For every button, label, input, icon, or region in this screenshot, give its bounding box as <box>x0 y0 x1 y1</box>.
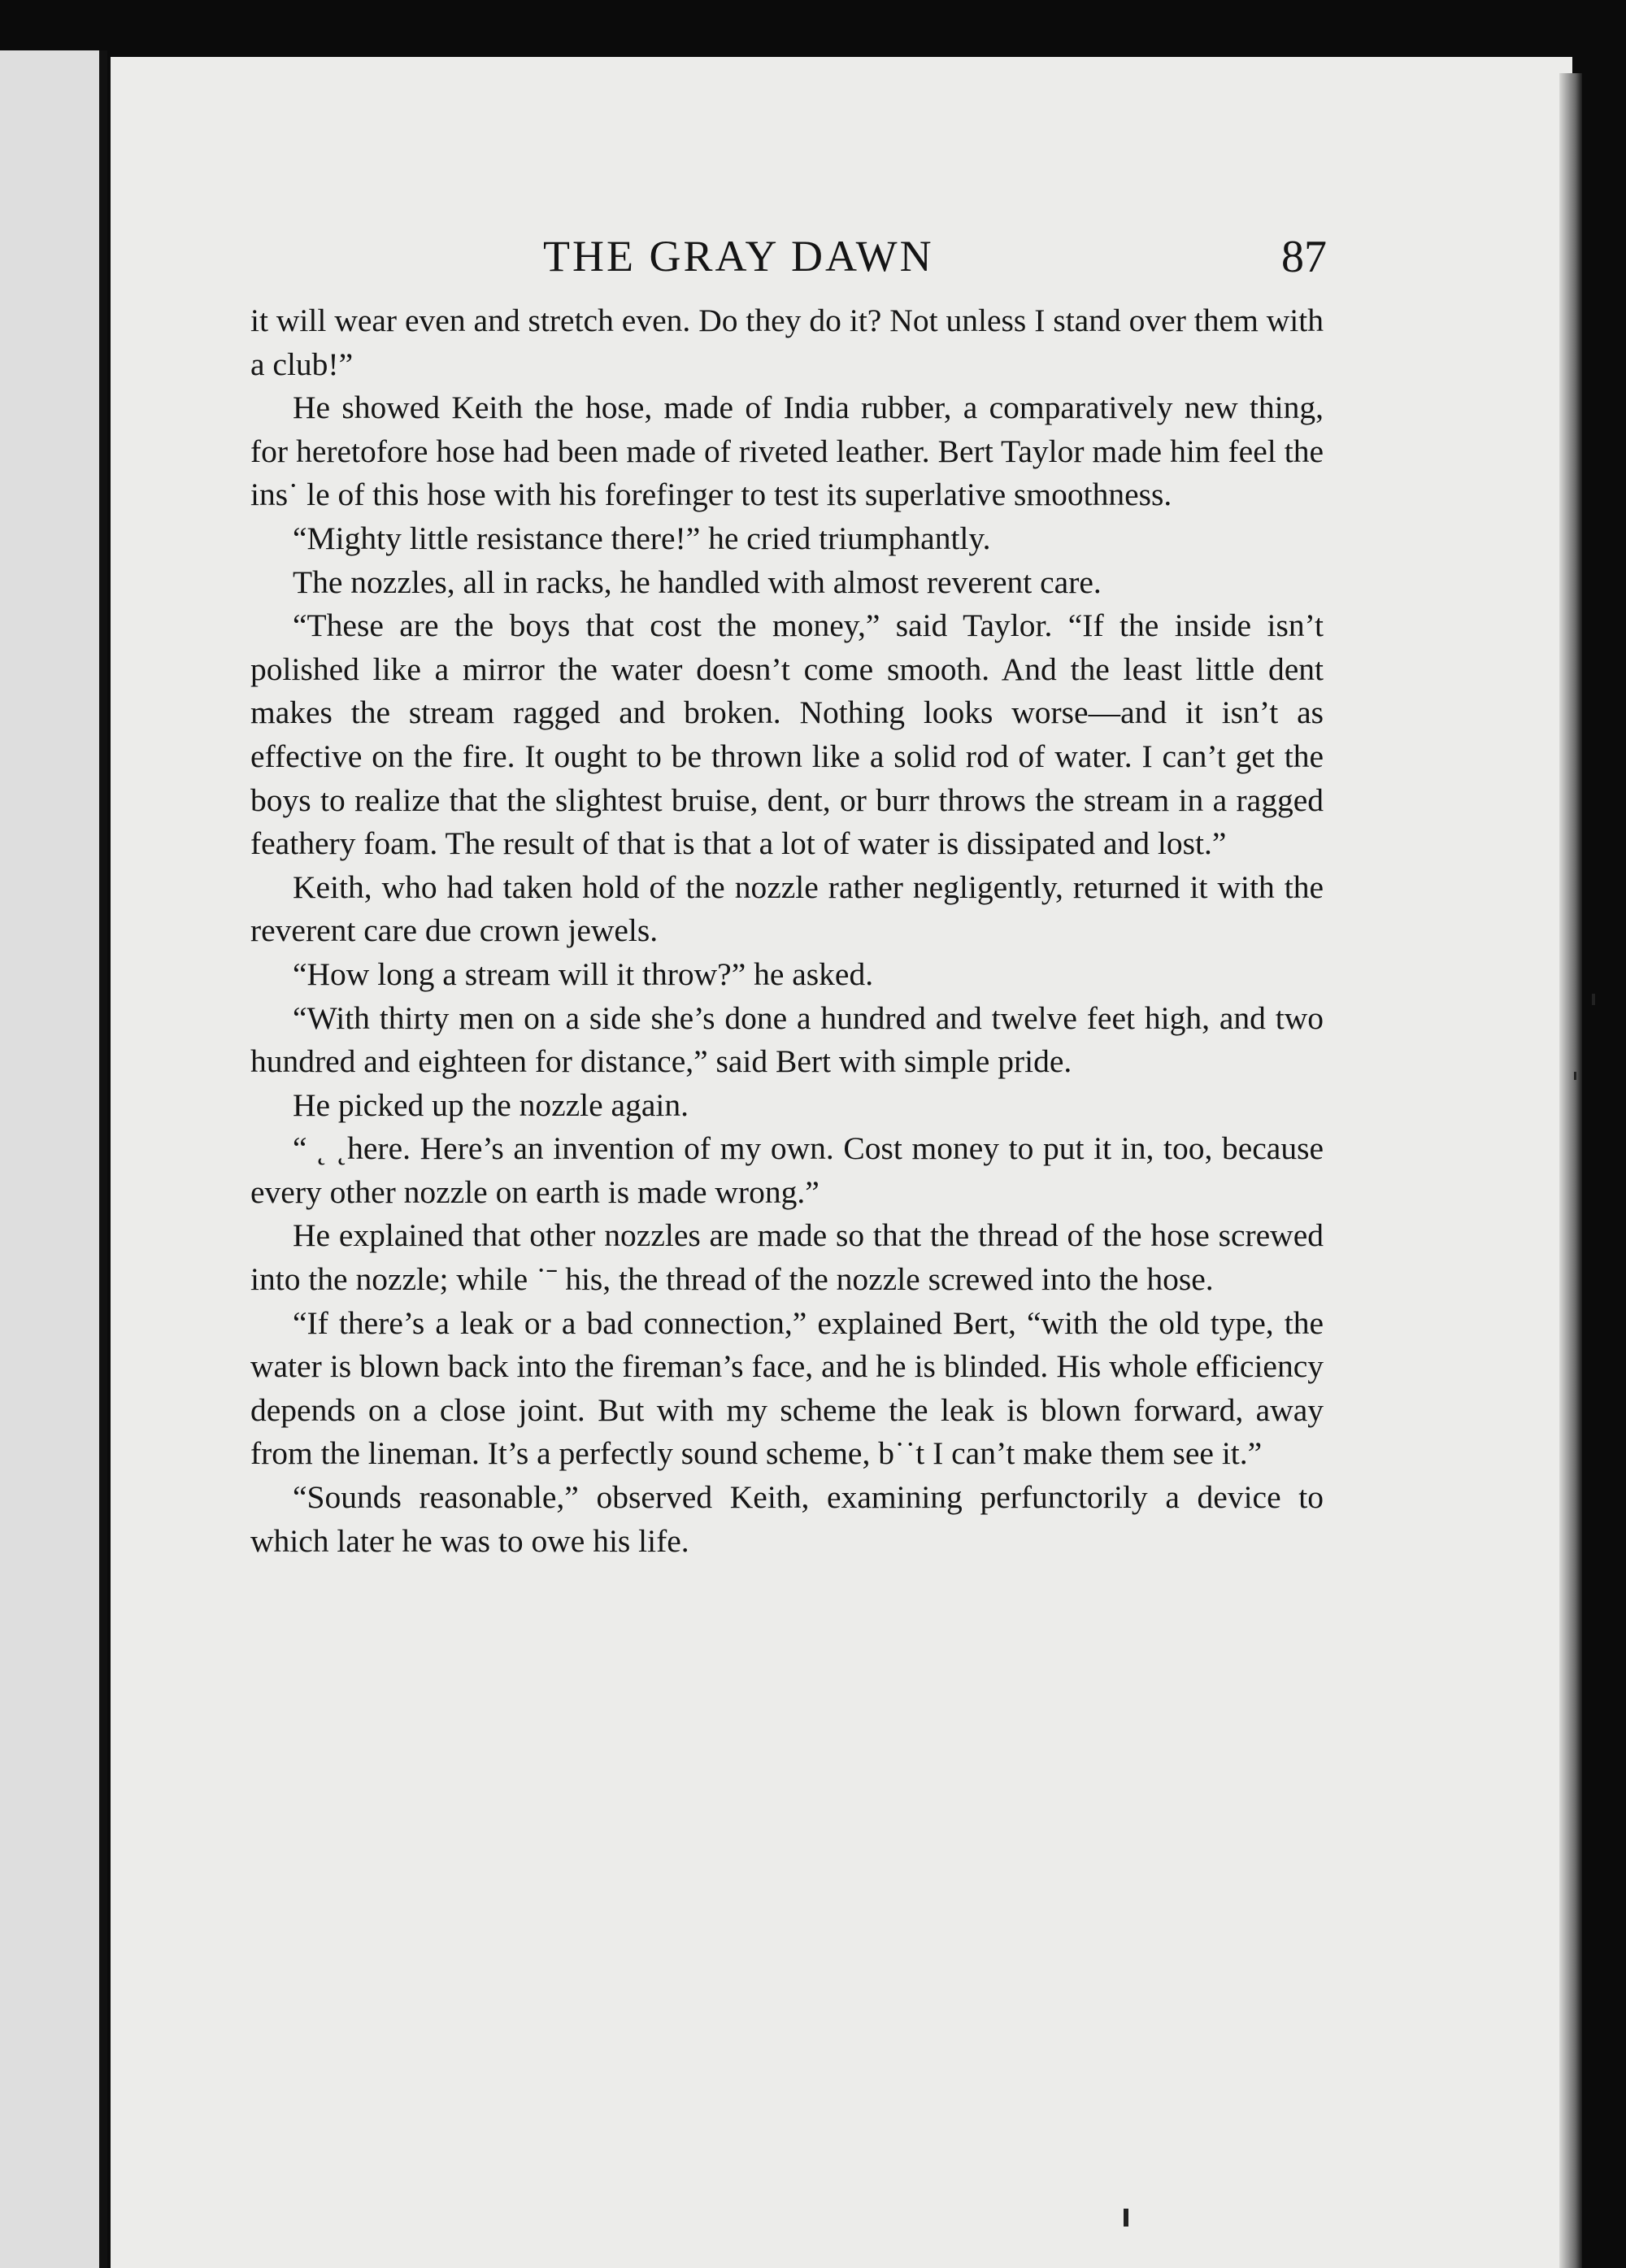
scan-speck <box>1574 1072 1576 1080</box>
running-head-title: THE GRAY DAWN <box>543 232 934 281</box>
paragraph: The nozzles, all in racks, he handled with almost reverent care. <box>293 564 1102 600</box>
paragraph: He showed Keith the hose, made of India rubber, a comparatively new thing, for heretofore hose had been made of riveted leather. Bert Taylor made him feel the ins˙ le of this hose with his forefinger to test its superlative smoothness. <box>250 390 1324 513</box>
paragraph: “If there’s a leak or a bad connection,” explained Bert, “with the old type, the water is blown back into the fireman’s face, and he is blinded. His whole efficiency depends on a close joint. But with my scheme the leak is blown forward, away from the lineman. It’s a perfectly sound scheme, b˙˙t I can’t make them see it.” <box>250 1304 1324 1472</box>
running-head <box>244 231 1327 296</box>
page-number: 87 <box>1281 232 1327 282</box>
paragraph: Keith, who had taken hold of the nozzle rather negligently, returned it with the reverent care due crown jewels. <box>250 868 1324 949</box>
paragraph: He explained that other nozzles are made so that the thread of the hose screwed into the nozzle; while ˙ˉ his, the thread of the nozzle screwed into the hose. <box>250 1217 1324 1298</box>
paragraph: “Mighty little resistance there!” he cried triumphantly. <box>293 520 991 556</box>
scan-speck <box>1124 2209 1128 2227</box>
paragraph: “These are the boys that cost the money,” said Taylor. “If the inside isn’t polished like a mirror the water doesn’t come smooth. And the least little dent makes the stream ragged and broken. Nothing looks worse—and it isn’t as effective on the fire. It ought to be thrown like a solid rod of water. I can’t get the boys to realize that the slightest bruise, dent, or burr throws the stream in a ragged feathery foam. The result of that is that a lot of water is dissipated and lost.” <box>250 607 1324 862</box>
paragraph: “ ˛ ˛here. Here’s an invention of my own. Cost money to put it in, too, because every other nozzle on earth is made wrong.” <box>250 1130 1324 1210</box>
previous-page-edge <box>0 50 104 2268</box>
page-right-edge-shadow <box>1559 73 1582 2268</box>
body-text <box>250 299 1324 1563</box>
paragraph: “Sounds reasonable,” observed Keith, examining perfunctorily a device to which later he was to owe his life. <box>250 1479 1324 1559</box>
page-gutter-shadow <box>99 50 107 2268</box>
paragraph: “How long a stream will it throw?” he asked. <box>293 956 874 992</box>
paragraph: it will wear even and stretch even. Do they do it? Not unless I stand over them with a club!” <box>250 303 1324 382</box>
paragraph: “With thirty men on a side she’s done a hundred and twelve feet high, and two hundred and eighteen for distance,” said Bert with simple pride. <box>250 999 1324 1080</box>
paragraph: He picked up the nozzle again. <box>293 1086 689 1123</box>
scan-speck <box>1592 994 1595 1005</box>
